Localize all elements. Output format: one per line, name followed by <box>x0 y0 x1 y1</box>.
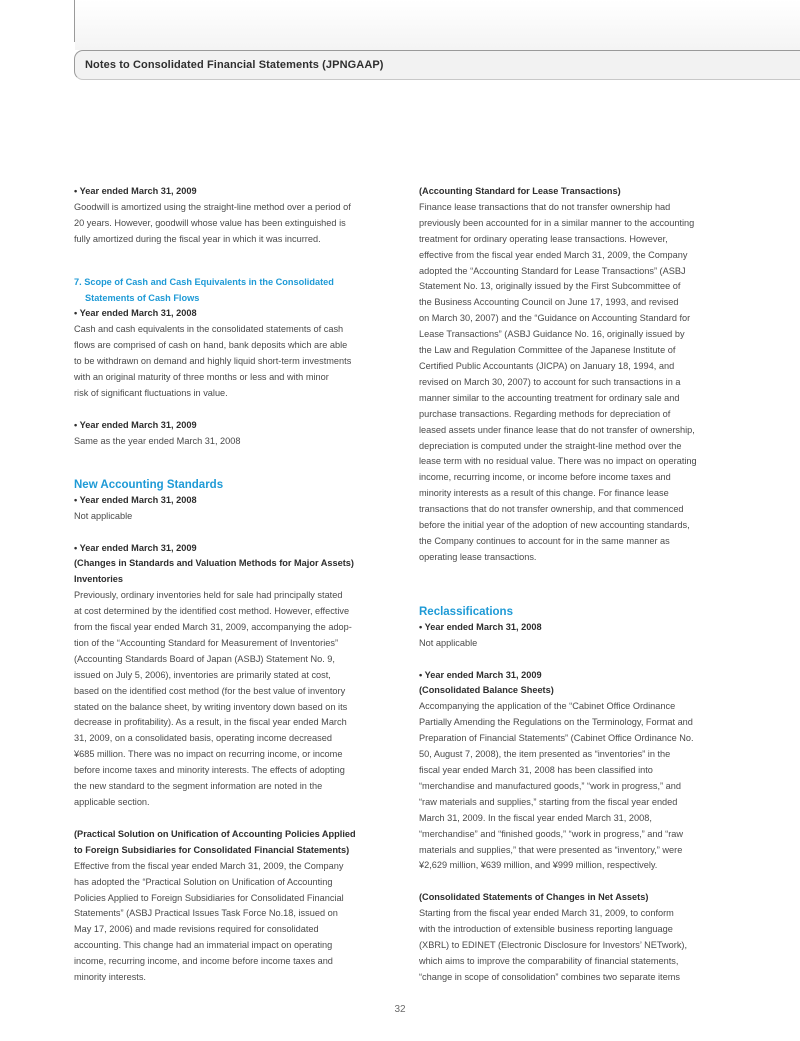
text-line: Cash and cash equivalents in the consolidated statements of cash <box>74 324 344 335</box>
section-7-heading <box>74 275 382 307</box>
text-line: Partially Amending the Regulations on the Terminology, Format and <box>419 717 693 728</box>
changes-net-assets-heading: (Consolidated Statements of Changes in Net Assets) <box>419 892 649 903</box>
text-line: has adopted the “Practical Solution on Unification of Accounting <box>74 876 333 887</box>
section-7-year-2008: • Year ended March 31, 2008 <box>74 308 197 319</box>
text-line: Starting from the fiscal year ended March 31, 2009, to conform <box>419 908 674 919</box>
text-line: minority interests as a result of this change. For finance lease <box>419 488 669 499</box>
text-line: Previously, ordinary inventories held for sale had principally stated <box>74 590 343 601</box>
text-line: accounting. This change had an immaterial impact on operating <box>74 940 333 951</box>
text-line: income, recurring income, or income before income taxes and <box>419 472 671 483</box>
text-line: materials and supplies,” that were presented as “inventory,” were <box>419 844 683 855</box>
nas-inventories-subheading: Inventories <box>74 574 124 585</box>
text-line: purchase transactions. Regarding methods for depreciation of <box>419 408 671 419</box>
text-line: risk of significant fluctuations in value. <box>74 387 228 398</box>
text-line: depreciation is computed under the straight-line method over the <box>419 440 682 451</box>
text-line: before income taxes and minority interests. The effects of adopting <box>74 765 345 776</box>
text-line: Policies Applied to Foreign Subsidiaries for Consolidated Financial <box>74 892 344 903</box>
text-line: fiscal year ended March 31, 2008 has been classified into <box>419 765 653 775</box>
text-line: May 17, 2006) and made revisions required for consolidated <box>74 924 319 935</box>
top-band <box>75 0 800 50</box>
nas-changes-subheading: (Changes in Standards and Valuation Methods for Major Assets) <box>74 558 354 569</box>
text-line: “merchandise” and “finished goods,” “work in progress,” and “raw <box>419 828 683 839</box>
text-line: stated on the balance sheet, by writing inventory down based on its <box>74 701 348 712</box>
text-line: 20 years. However, goodwill whose value has been extinguished is <box>74 217 346 228</box>
text-line: the Company continues to account for in the same manner as <box>419 535 670 546</box>
text-line: operating lease transactions. <box>419 551 537 562</box>
inventories-paragraph <box>74 588 382 811</box>
new-accounting-standards-heading: New Accounting Standards <box>74 478 224 491</box>
text-line: Lease Transactions” (ASBJ Guidance No. 16, originally issued by <box>419 329 685 340</box>
lease-heading: (Accounting Standard for Lease Transactions) <box>419 186 621 196</box>
changes-net-assets-paragraph <box>419 906 727 986</box>
text-line: the Business Accounting Council on June 17, 1993, and revised <box>419 297 679 308</box>
reclass-not-applicable: Not applicable <box>419 637 478 648</box>
text-line: on March 30, 2007) and the “Guidance on Accounting Standard for <box>419 313 691 324</box>
text-line: effective from the fiscal year ended March 31, 2009, the Company <box>419 249 688 260</box>
text-line: ¥685 million. There was no impact on recurring income, or income <box>74 749 343 760</box>
lease-paragraph <box>419 200 727 566</box>
text-line: Accompanying the application of the “Cabinet Office Ordinance <box>419 701 676 712</box>
text-line: tion of the “Accounting Standard for Measurement of Inventories” <box>74 637 339 648</box>
text-line: Certified Public Accountants (JICPA) on January 18, 1994, and <box>419 360 675 371</box>
text-line: to be withdrawn on demand and highly liquid short-term investments <box>74 356 352 367</box>
text-line: with an original maturity of three months or less and with minor <box>74 372 329 383</box>
reclass-year-2009: • Year ended March 31, 2009 <box>419 669 542 680</box>
text-line: “change in scope of consolidation” combines two separate items <box>419 971 680 982</box>
text-line: income, recurring income, and income before income taxes and <box>74 956 333 967</box>
section-7-heading-line-1: 7. Scope of Cash and Cash Equivalents in the Consolidated <box>74 276 334 287</box>
practical-solution-heading-1: (Practical Solution on Unification of Accounting Policies Applied <box>74 828 356 839</box>
text-line: lease term with no residual value. There was no impact on operating <box>419 456 697 467</box>
text-line: Goodwill is amortized using the straight-line method over a period of <box>74 201 351 212</box>
text-line: Statements” (ASBJ Practical Issues Task Force No.18, issued on <box>74 908 338 919</box>
practical-solution-paragraph <box>74 859 382 986</box>
reclass-year-2008: • Year ended March 31, 2008 <box>419 621 542 632</box>
section-7-year-2009: • Year ended March 31, 2009 <box>74 419 197 430</box>
text-line: decrease in profitability). As a result, in the fiscal year ended March <box>74 717 347 728</box>
text-line: flows are comprised of cash on hand, bank deposits which are able <box>74 340 348 351</box>
text-line: Finance lease transactions that do not transfer ownership had <box>419 201 671 212</box>
text-line: fully amortized during the fiscal year in which it was incurred. <box>74 233 321 244</box>
text-line: “merchandise and manufactured goods,” “work in progress,” and <box>419 780 681 791</box>
text-line: (XBRL) to EDINET (Electronic Disclosure for Investors’ NETwork), <box>419 940 688 951</box>
text-line: from the fiscal year ended March 31, 2009, accompanying the adop- <box>74 622 352 633</box>
text-line: manner similar to the accounting treatment for ordinary sale and <box>419 392 680 403</box>
text-line: revised on March 30, 2007) to account for such transactions in a <box>419 376 681 387</box>
right-column <box>419 184 727 986</box>
nas-year-2009: • Year ended March 31, 2009 <box>74 542 197 553</box>
text-line: “raw materials and supplies,” starting from the fiscal year ended <box>419 796 678 807</box>
text-line: before the initial year of the adoption of new accounting standards, <box>419 520 690 531</box>
text-line: based on the identified cost method (for the best value of inventory <box>74 685 346 696</box>
text-line: March 31, 2009. In the fiscal year ended March 31, 2008, <box>419 812 652 823</box>
section-7-same-text: Same as the year ended March 31, 2008 <box>74 435 241 446</box>
section-header-title: Notes to Consolidated Financial Statements (JPNGAAP) <box>85 59 384 71</box>
balance-sheets-paragraph <box>419 699 727 874</box>
text-line: leased assets under finance lease that do not transfer of ownership, <box>419 424 695 435</box>
section-7-paragraph <box>74 322 382 402</box>
text-line: adopted the “Accounting Standard for Lease Transactions” (ASBJ <box>419 265 686 276</box>
text-line: which aims to improve the comparability of financial statements, <box>419 955 679 966</box>
nas-year-2008: • Year ended March 31, 2008 <box>74 494 197 505</box>
reclassifications-heading: Reclassifications <box>419 605 513 618</box>
text-line: Statement No. 13, originally issued by the First Subcommittee of <box>419 281 681 292</box>
text-line: applicable section. <box>74 797 150 807</box>
text-line: 31, 2009, on a consolidated basis, operating income decreased <box>74 733 332 744</box>
text-line: issued on July 5, 2006), inventories are primarily stated at cost, <box>74 669 331 680</box>
top-divider-line <box>74 0 75 42</box>
text-line: previously been accounted for in a similar manner to the accounting <box>419 217 695 228</box>
text-line: with the introduction of extensible business reporting language <box>419 924 673 935</box>
goodwill-paragraph <box>74 200 382 248</box>
text-line: minority interests. <box>74 972 146 983</box>
text-line: ¥2,629 million, ¥639 million, and ¥999 million, respectively. <box>419 860 658 871</box>
text-line: the new standard to the segment information are noted in the <box>74 781 323 792</box>
balance-sheets-heading: (Consolidated Balance Sheets) <box>419 685 554 696</box>
goodwill-year-label: • Year ended March 31, 2009 <box>74 186 197 196</box>
text-line: at cost determined by the identified cost method. However, effective <box>74 606 350 617</box>
page-number: 32 <box>394 1004 406 1015</box>
text-line: transactions that do not transfer ownership, and that commenced <box>419 504 684 515</box>
text-line: treatment for ordinary operating lease transactions. However, <box>419 233 668 244</box>
text-line: Preparation of Financial Statements” (Cabinet Office Ordinance No. <box>419 733 694 744</box>
text-line: the Law and Regulation Committee of the Japanese Institute of <box>419 345 676 356</box>
left-column <box>74 184 382 986</box>
text-line: 50, August 7, 2008), the item presented as “inventories” in the <box>419 749 671 760</box>
section-header-bar <box>74 50 800 80</box>
practical-solution-heading-2: to Foreign Subsidiaries for Consolidated Financial Statements) <box>74 844 350 855</box>
nas-not-applicable: Not applicable <box>74 510 133 521</box>
section-7-heading-line-2: Statements of Cash Flows <box>85 292 200 303</box>
text-line: Effective from the fiscal year ended March 31, 2009, the Company <box>74 860 344 871</box>
text-line: (Accounting Standards Board of Japan (ASBJ) Statement No. 9, <box>74 653 335 664</box>
